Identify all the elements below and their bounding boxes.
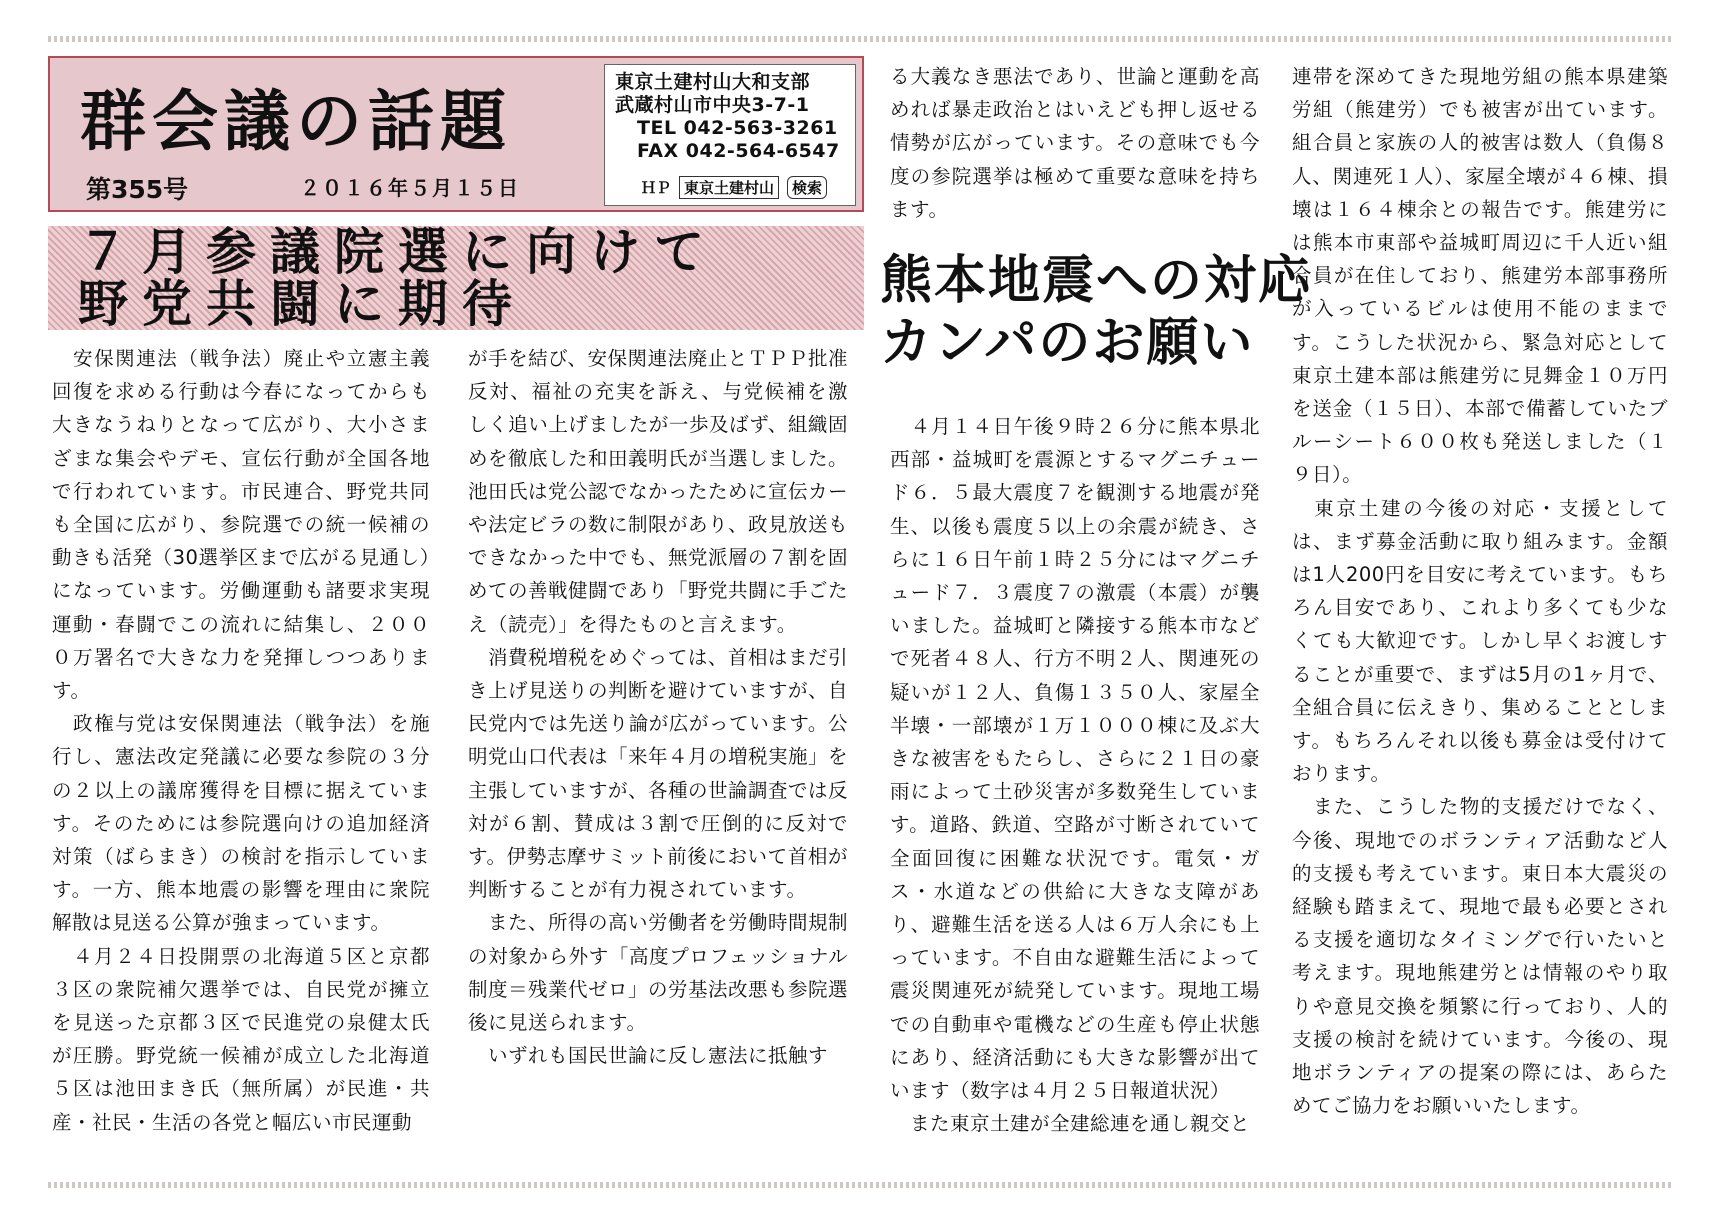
bottom-border [48, 1182, 1672, 1188]
masthead-title: 群会議の話題 [80, 82, 512, 160]
top-border [48, 36, 1672, 42]
article1-headline-line2: 野党共闘に期待 [78, 274, 526, 333]
homepage-search [641, 176, 827, 199]
article2-paragraph: 連帯を深めてきた現地労組の熊本県建築労組（熊建労）でも被害が出ています。組合員と家族の人的被害は数人（負傷８人、関連死１人）、家屋全壊が４６棟、損壊は１６４棟余との報告です。熊建労には熊本市東部や益城町周辺に千人近い組合員が在住しており、熊建労本部事務所が入っているビルは使用不能のままです。こうした状況から、緊急対応として東京土建本部は熊建労に見舞金１０万円を送金（１５日）、本部で備蓄していたブルーシート６００枚も発送しました（１９日）。 [1292, 65, 1668, 487]
article1-paragraph: 安保関連法（戦争法）廃止や立憲主義回復を求める行動は今春になってからも大きなうねりとなって広がり、大小さまざまな集会やデモ、宣伝行動が全国各地で行われています。市民連合、野党共同も全国に広がり、参院選での統一候補の動きも活発（30選挙区まで広がる見通し）になっています。労働運動も諸要求実現運動・春闘でこの流れに結集し、２０００万署名で大きな力を発揮しつつあります。 [52, 347, 430, 703]
article2-headline [880, 250, 1313, 374]
article2-headline-line1: 熊本地震への対応 [880, 250, 1313, 311]
article1-paragraph: 政権与党は安保関連法（戦争法）を施行し、憲法改定発議に必要な参院の３分の２以上の議席獲得を目標に据えています。そのためには参院選向けの追加経済対策（ばらまき）の検討を指示していま す。一方、熊本地震の影響を理由に衆院解散は見送る公算が強まっています。 [52, 712, 430, 935]
hp-label: ＨＰ [641, 179, 672, 197]
article1-column-3 [890, 60, 1260, 226]
article1-column-2 [468, 342, 848, 1072]
article2-column-3 [890, 410, 1260, 1140]
branch-name: 東京土建村山大和支部 [615, 71, 811, 93]
article2-headline-line2: カンパのお願い [880, 312, 1255, 373]
article1-paragraph: 消費税増税をめぐっては、首相はまだ引き上げ見送りの判断を避けていますが、自民党内では先送り論が広がっています。公明党山口代表は「来年４月の増税実施」を主張していますが、各種の世論調査では反対が６割、賛成は３割で圧倒的に反対です。伊勢志摩サミット前後において首相が判断することが有力視されています。 [468, 645, 849, 902]
article1-paragraph: また、所得の高い労働者を労働時間規制の対象から外す「高度プロフェッショナル制度＝残業代ゼロ」の労基法改悪も参院選後に見送られます。 [468, 911, 849, 1035]
issue-number: 第355号 [86, 175, 189, 204]
issue-date: ２０１６年５月１５日 [300, 176, 520, 200]
article1-paragraph: が手を結び、安保関連法廃止とＴＰＰ批准反対、福祉の充実を訴え、与党候補を激しく追い上げましたが一歩及ばず、組織固めを徹底した和田義明氏が当選しました。池田氏は党公認でなかったために宣伝カーや法定ビラの数に制限があり、政見放送もできなかった中でも、無党派層の７割を固めての善戦健闘であり「野党共闘に手ごたえ（読売）」を得たものと言えます。 [468, 347, 849, 636]
article1-headline-line1: ７月参議院選に向けて [78, 222, 718, 281]
article2-paragraph: ４月１４日午後９時２６分に熊本県北西部・益城町を震源とするマグニチュード６．５最大震度７を観測する地震が発生、以後も震度５以上の余震が続き、さらに１６日午前１時２５分にはマグニチュード７．３震度７の激震（本震）が襲いました。益城町と隣接する熊本市などで死者４８人、行方不明２人、関連死の疑いが１２人、負傷１３５０人、家屋全半壊・一部壊が１万１０００棟に及ぶ大きな被害をもたらし、さらに２１日の豪雨によって土砂災害が多数発生しています。道路、鉄道、空路が寸断されていて全面回復に困難な状況です。電気・ガス・水道などの供給に大きな支障があり、避難生活を送る人は６万人余にも上っています。不自由な避難生活によって震災関連死が続発しています。現地工場での自動車や電機などの生産も停止状態にあり、経済活動にも大きな影響が出ています（数字は４月２５日報道状況） [890, 415, 1260, 1103]
branch-fax: FAX 042-564-6547 [637, 140, 840, 162]
article2-column-4 [1292, 60, 1668, 1123]
branch-address: 武蔵村山市中央3-7-1 [615, 94, 810, 116]
article2-paragraph: 東京土建の今後の対応・支援としては、まず募金活動に取り組みます。金額は1人200円を目安に考えています。もちろん目安であり、これより多くても少なくても大歓迎です。しかし早くお渡しすることが重要で、まずは5月の1ヶ月で、全組合員に伝えきり、集めることとします。もちろんそれ以後も募金は受付けております。 [1292, 496, 1668, 786]
article1-paragraph: ４月２４日投開票の北海道５区と京都３区の衆院補欠選挙では、自民党が擁立を見送った京都３区で民進党の泉健太氏が圧勝。野党統一候補が成立した北海道５区は池田まき氏（無所属）が民進・共産・社民・生活の各党と幅広い市民運動 [52, 944, 430, 1134]
article1-paragraph: いずれも国民世論に反し憲法に抵触す [468, 1044, 829, 1068]
article2-paragraph: また、こうした物的支援だけでなく、今後、現地でのボランティア活動など人的支援も考えています。東日本大震災の経験も踏まえて、現地で最も必要とされる支援を適切なタイミングで行いたいと考えます。現地熊建労とは情報のやり取りや意見交換を頻繁に行っており、人的支援の検討を続けています。今後の、現地ボランティアの提案の際には、あらためてご協力をお願いいたします。 [1292, 795, 1668, 1118]
branch-tel: TEL 042-563-3261 [637, 117, 838, 139]
article2-paragraph: また東京土建が全建総連を通し親交と [890, 1112, 1251, 1136]
article1-paragraph: る大義なき悪法であり、世論と運動を高めれば暴走政治とはいえども押し返せる情勢が広がっています。その意味でも今度の参院選挙は極めて重要な意味を持ちます。 [890, 65, 1260, 221]
hp-search-term: 東京土建村山 [679, 176, 779, 199]
masthead [48, 56, 864, 212]
article1-column-1 [52, 342, 430, 1139]
hp-search-button: 検索 [787, 176, 827, 199]
contact-box [604, 64, 856, 206]
article1-headline [48, 222, 864, 333]
